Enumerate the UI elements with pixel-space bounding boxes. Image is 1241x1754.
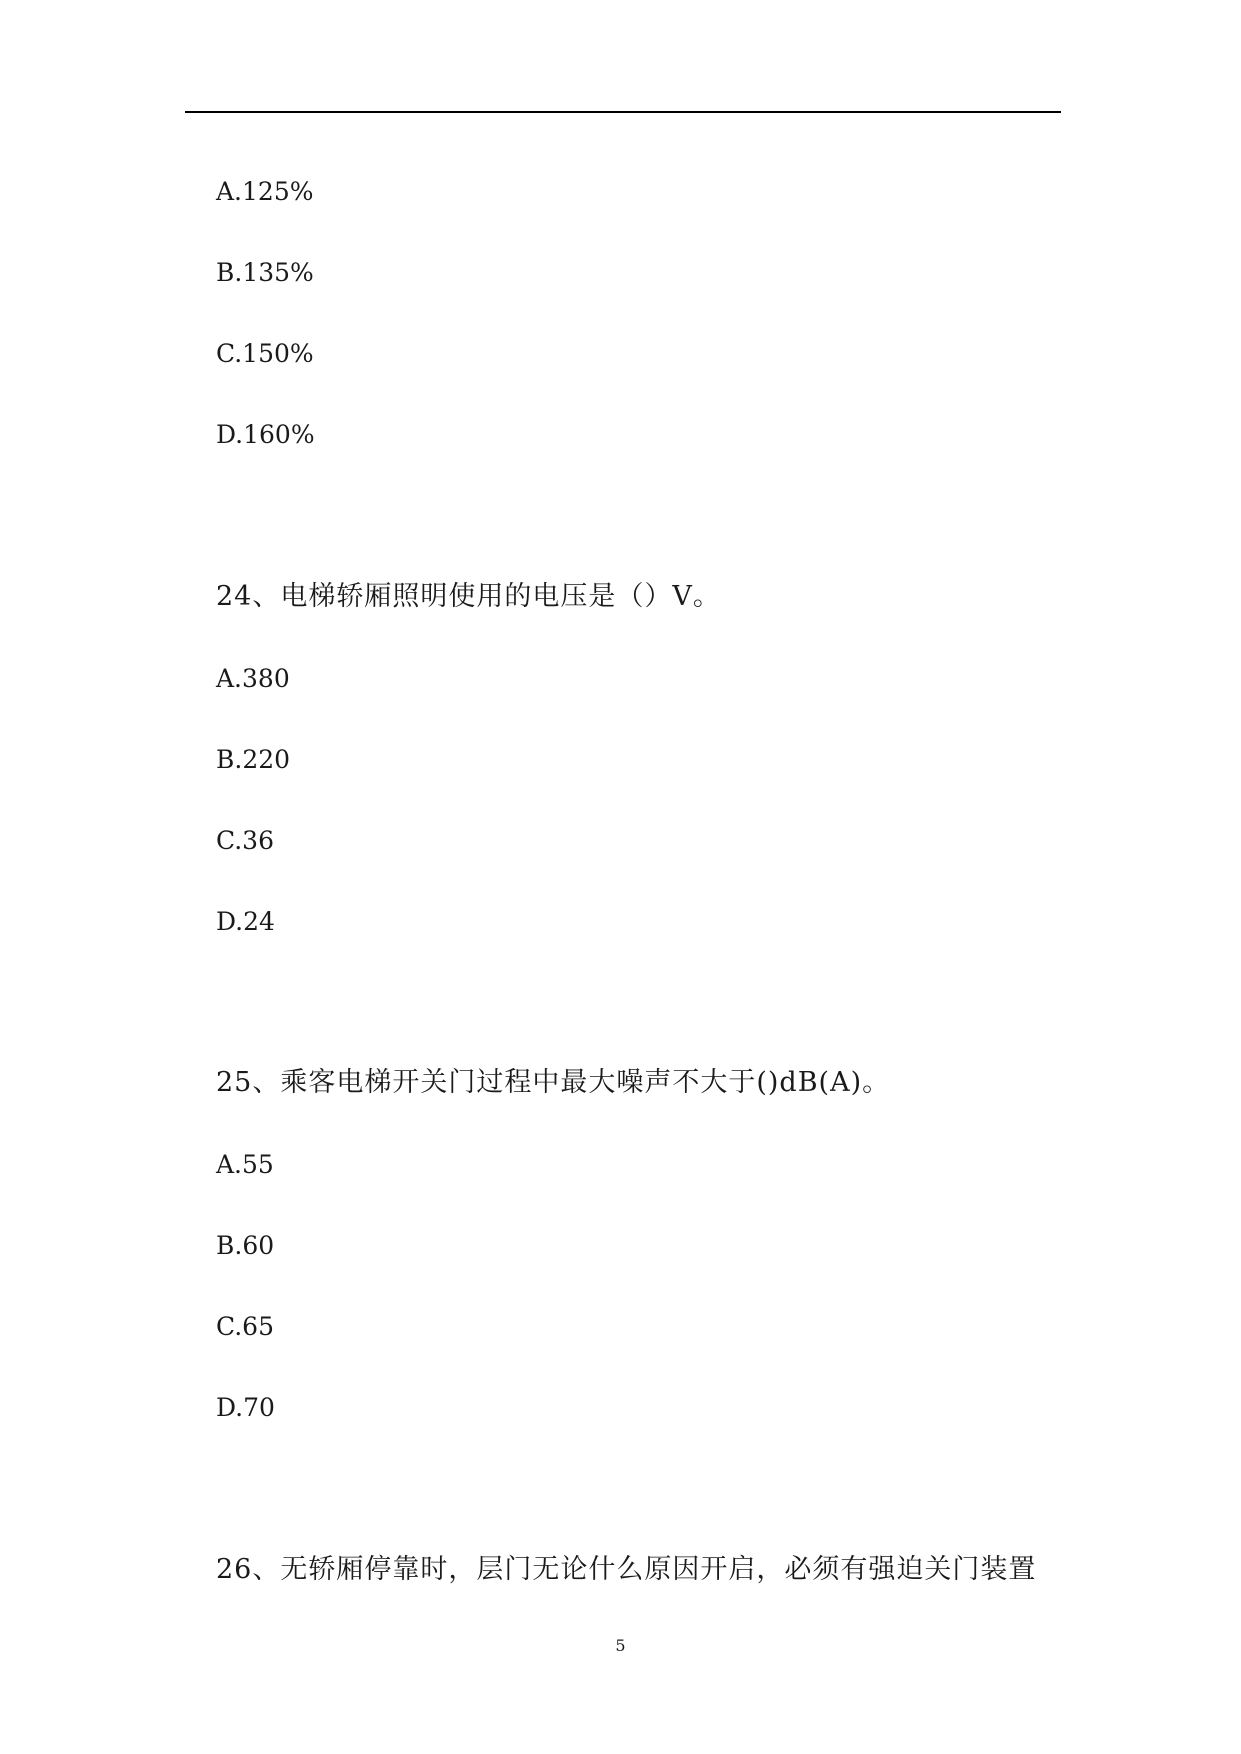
question-stem: 25、乘客电梯开关门过程中最大噪声不大于()dB(A)。 [216,1067,891,1098]
option-a: A.55 [216,1150,274,1179]
option-c: C.150% [216,339,314,368]
option-b: B.60 [216,1231,275,1260]
option-c: C.65 [216,1312,274,1341]
option-a: A.380 [216,664,290,693]
option-b: B.135% [216,258,314,287]
option-b: B.220 [216,745,291,774]
option-d: D.70 [216,1393,275,1422]
header-rule [185,111,1061,113]
page-number: 5 [615,1636,626,1655]
option-d: D.24 [216,907,275,936]
option-d: D.160% [216,420,315,449]
option-a: A.125% [216,177,314,206]
question-stem: 26、无轿厢停靠时，层门无论什么原因开启，必须有强迫关门装置 [216,1554,1037,1585]
question-stem: 24、电梯轿厢照明使用的电压是（）V。 [216,581,721,612]
option-c: C.36 [216,826,274,855]
